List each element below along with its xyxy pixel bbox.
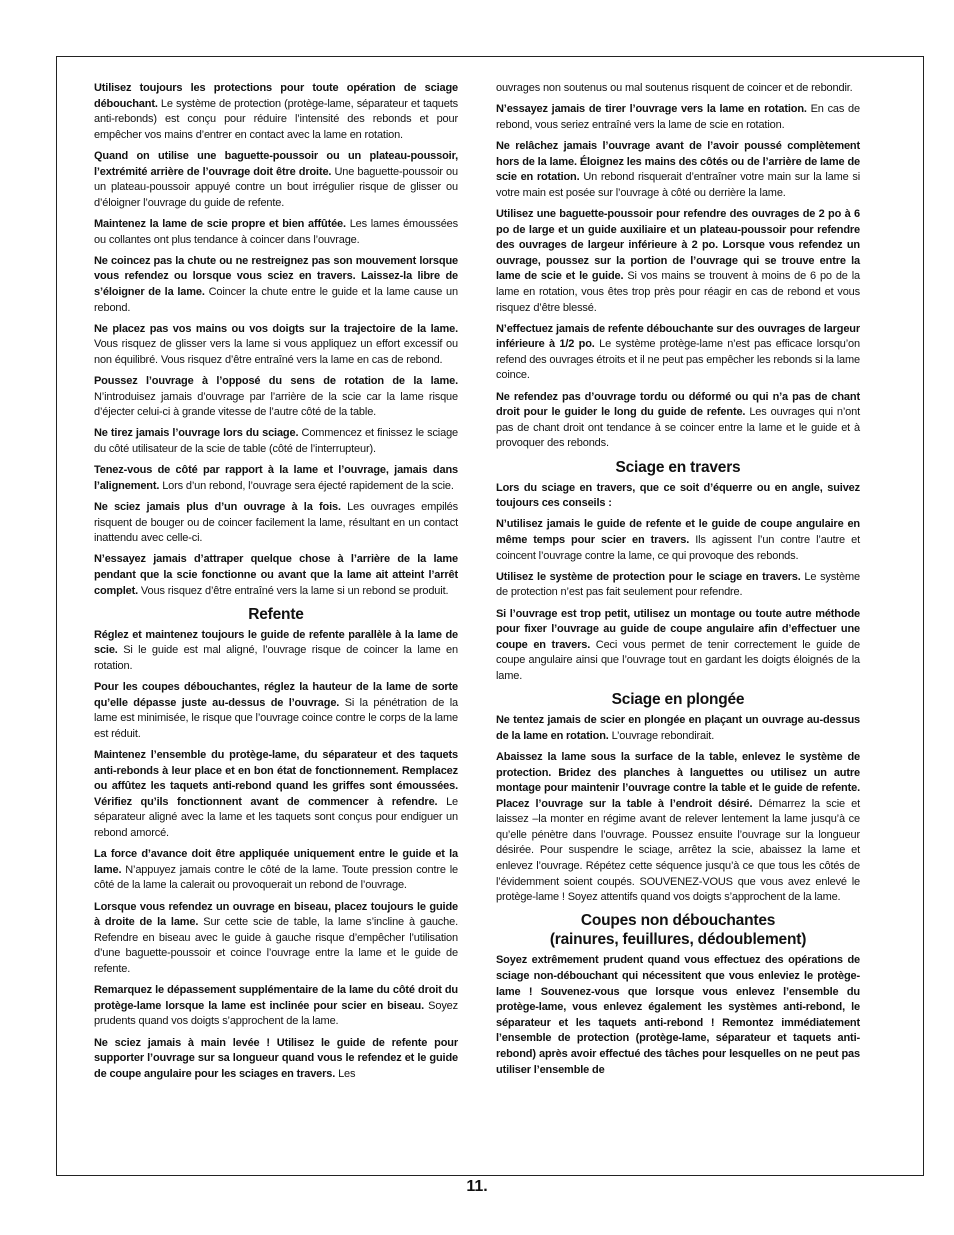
paragraph-lead: Ne placez pas vos mains ou vos doigts sur la trajectoire de la lame. — [94, 322, 458, 335]
paragraph — [94, 680, 458, 742]
section-heading-refente: Refente — [248, 605, 304, 623]
paragraph-body: Démarrez la scie et laissez –la monter en régime avant de relever lentement la lame jusqu’à ce qu’elle pénètre dans l’ouvrage. Poussez ensuite l’ouvrage sur la longueur désirée. Pour suspendre le sciage, arrêtez la scie, abaissez la lame et enlevez l’ouvrage. Répétez cette séquence jusqu’à ce que tous les côtés de l’évidemment soient coupés. SOUVENEZ-VOUS que vous avez enlevé le protège-lame ! Soyez attentifs quand vos doigts s’approchent de la lame. — [496, 797, 860, 904]
continued-paragraphs — [496, 81, 860, 452]
paragraph-body: Vous risquez de glisser vers la lame si vous appliquez un effort excessif ou non équilibré. Vous risquez d’être entraîné vers la lame en cas de rebond. — [94, 338, 458, 366]
left-column — [94, 81, 458, 1088]
paragraph — [94, 254, 458, 316]
paragraph-body: N’appuyez jamais contre le côté de la lame. Toute pression contre le côté de la lame la calerait ou provoquerait un rebond de l’ouvrage. — [94, 863, 458, 892]
paragraph-body: Soyez prudents quand vos doigts s’approchent de la lame. — [94, 999, 458, 1028]
paragraph — [496, 81, 860, 97]
paragraph-body: Si le guide est mal aligné, l’ouvrage risque de coincer la lame en rotation. — [94, 644, 458, 672]
paragraph — [496, 953, 860, 1078]
paragraph-body: Une baguette-poussoir ou un plateau-poussoir appuyé contre un bout irrégulier risque de glisser ou d’éloigner l’ouvrage du guide de refente. — [94, 165, 458, 209]
paragraph — [94, 628, 458, 675]
paragraph-body: Vous risquez d’être entraîné vers la lame si un rebond se produit. — [138, 584, 449, 597]
paragraph-lead: Soyez extrêmement prudent quand vous effectuez des opérations de sciage non-débouchant qui nécessitent que vous enleviez le protège-lame ! Souvenez-vous que lorsque vous enlevez l’ensemble du protège-lame, vous enlevez également les systèmes anti-rebond, le séparateur et les taquets anti-rebond ! Remontez immédiatement l’ensemble de protection (protège-lame, séparateur et taquets anti-rebond) après avoir effectué des tâches pour lesquelles on ne peut pas utiliser l’ensemble de — [496, 954, 860, 1076]
paragraph — [496, 713, 860, 744]
paragraph-lead: Utilisez le système de protection pour le sciage en travers. — [496, 570, 801, 583]
paragraph-lead: Ne refendez pas d’ouvrage tordu ou déformé ou qui n’a pas de chant droit pour le guider le long du guide de refente. — [496, 390, 860, 419]
paragraph-lead: Réglez et maintenez toujours le guide de refente parallèle à la lame de scie. — [94, 628, 458, 657]
paragraph-lead: Tenez-vous de côté par rapport à la lame et l’ouvrage, jamais dans l’alignement. — [94, 464, 458, 492]
travers-paragraphs — [496, 481, 860, 685]
paragraph-lead: Lors du sciage en travers, que ce soit d’équerre ou en angle, suivez toujours ces conseils : — [496, 481, 860, 510]
right-column — [496, 81, 860, 1084]
paragraph-body: Si vos mains se trouvent à moins de 6 po de la lame en rotation, vous êtes trop près pour réagir en cas de rebond et vous risquez d’être blessé. — [496, 270, 860, 314]
paragraph — [94, 217, 458, 248]
section-heading-sciage-en-travers: Sciage en travers — [615, 458, 741, 476]
paragraph — [496, 607, 860, 685]
paragraph — [496, 750, 860, 906]
heading-line-2: (rainures, feuillures, dédoublement) — [549, 931, 807, 949]
paragraph-body: Les ouvrages qui n’ont pas de chant droit ont tendance à se coincer entre la lame et le guide et à provoquer des rebonds. — [496, 406, 860, 450]
paragraph — [94, 149, 458, 211]
plongee-paragraphs — [496, 713, 860, 906]
paragraph-body: Ceci vous permet de tenir correctement le guide de coupe angulaire ainsi que l’ouvrage tout en gardant les doigts éloignés de la lame. — [496, 638, 860, 682]
section-heading-coupes-non-debouchantes — [496, 911, 860, 949]
paragraph-lead: Maintenez la lame de scie propre et bien affûtée. — [94, 217, 346, 230]
paragraph-body: Ils agissent l’un contre l’autre et coincent l’ouvrage contre la lame, ce qui provoque des rebonds. — [496, 534, 860, 562]
paragraph — [94, 900, 458, 978]
paragraph-body: Les ouvrages empilés risquent de bouger ou de coincer facilement la lame, résultant en un contact inattendu avec celle-ci. — [94, 501, 458, 545]
paragraph-body: Le système de protection n’est pas fait seulement pour refendre. — [496, 570, 860, 599]
paragraph-lead: N’essayez jamais de tirer l’ouvrage vers la lame en rotation. — [496, 103, 807, 116]
paragraph — [496, 207, 860, 316]
paragraph-lead: Ne sciez jamais à main levée ! Utilisez le guide de refente pour supporter l’ouvrage sur sa longueur quand vous le refendez et le guide de coupe angulaire pour les sciages en travers. — [94, 1036, 458, 1080]
paragraph-body: Coincer la chute entre le guide et la lame cause un rebond. — [94, 285, 458, 314]
refente-paragraphs — [94, 628, 458, 1083]
paragraph — [94, 81, 458, 143]
paragraph-body: Commencez et finissez le sciage du côté utilisateur de la scie de table (côté de l’interrupteur). — [94, 427, 459, 456]
paragraph — [496, 517, 860, 564]
paragraph — [94, 500, 458, 547]
paragraph-body: Les lames émoussées ou collantes ont plus tendance à coincer dans l’ouvrage. — [94, 217, 458, 246]
paragraph-lead: Ne relâchez jamais l’ouvrage avant de l’avoir poussé complètement hors de la lame. Éloignez les mains des côtés ou de l’arrière de lame de scie en rotation. — [496, 139, 860, 184]
paragraph-lead: Utilisez une baguette-poussoir pour refendre des ouvrages de 2 po à 6 po de large et un guide auxiliaire et un plateau-poussoir pour refendre des ouvrages de largeur inférieure à 2 po. Lorsque vous refendez un ouvrage, poussez sur la portion de l’ouvrage qui se trouve entre la lame de scie et le guide. — [496, 207, 860, 283]
paragraph-lead: Ne coincez pas la chute ou ne restreignez pas son mouvement lorsque vous refendez ou lorsque vous sciez en travers. Laissez-la libre de s’éloigner de la lame. — [94, 254, 458, 298]
paragraph-lead: Ne sciez jamais plus d’un ouvrage à la fois. — [94, 501, 341, 513]
paragraph — [94, 983, 458, 1030]
paragraph-body: N’introduisez jamais d’ouvrage par l’arrière de la scie car la lame risque d’éjecter celui-ci à grande vitesse de l’autre côté de la table. — [94, 390, 458, 419]
paragraph-lead: Quand on utilise une baguette-poussoir ou un plateau-poussoir, l’extrémité arrière de l’ouvrage doit être droite. — [94, 149, 458, 178]
paragraph-body: Le séparateur aligné avec la lame et les taquets sont conçus pour endiguer un rebond amorcé. — [94, 795, 458, 840]
paragraph-body: Le système de protection (protège-lame, séparateur et taquets anti-rebonds) est conçu pour réduire l’intensité des rebonds et pour empêcher vos mains d’entrer en contact avec la lame en rotation. — [94, 97, 458, 141]
paragraph-lead: N’essayez jamais d’attraper quelque chose à l’arrière de la lame pendant que la scie fonctionne ou avant que la lame ait atteint l’arrêt complet. — [94, 553, 458, 597]
paragraph-lead: Ne tentez jamais de scier en plongée en plaçant un ouvrage au-dessus de la lame en rotation. — [496, 714, 860, 742]
paragraph-body: Le système protège-lame n’est pas efficace lorsqu’on refend des ouvrages étroits et il ne peut pas empêcher les rebonds si la lame coince. — [496, 338, 860, 382]
paragraph — [496, 139, 860, 201]
paragraph-lead: Utilisez toujours les protections pour toute opération de sciage débouchant. — [94, 82, 458, 110]
paragraph-lead: N’effectuez jamais de refente débouchante sur des ouvrages de largeur inférieure à 1/2 po. — [496, 322, 860, 351]
paragraph-body: Lors d’un rebond, l’ouvrage sera éjecté rapidement de la scie. — [159, 479, 454, 492]
paragraph — [94, 847, 458, 894]
paragraph — [94, 1036, 458, 1083]
paragraph-lead: Poussez l’ouvrage à l’opposé du sens de rotation de la lame. — [94, 375, 458, 388]
page-frame — [56, 56, 924, 1176]
paragraph-lead: Maintenez l’ensemble du protège-lame, du séparateur et des taquets anti-rebonds à leur place et en bon état de fonctionnement. Remplacez ou affûtez les taquets anti-rebond quand les griffes sont émoussées. Vérifiez qu’ils fonctionnent avant de commencer à refendre. — [94, 749, 458, 808]
paragraph — [94, 322, 458, 369]
safety-paragraphs — [94, 81, 458, 599]
paragraph-body: Si la pénétration de la lame est minimisée, le risque que l’ouvrage coince contre le corps de la lame est réduit. — [94, 696, 458, 740]
paragraph-body: Sur cette scie de table, la lame s’incline à gauche. Refendre en biseau avec le guide à gauche risque d’empêcher l’utilisation d’une baguette-poussoir et coince l’ouvrage entre la lame et le guide de refente. — [94, 916, 458, 975]
paragraph — [496, 322, 860, 384]
page-number: 11. — [466, 1178, 488, 1195]
section-heading-sciage-en-plongee: Sciage en plongée — [611, 691, 745, 709]
paragraph — [496, 570, 860, 601]
paragraph-lead: Pour les coupes débouchantes, réglez la hauteur de la lame de sorte qu’elle dépasse juste au-dessus de l’ouvrage. — [94, 681, 458, 709]
paragraph — [94, 426, 458, 457]
paragraph-lead: N’utilisez jamais le guide de refente et le guide de coupe angulaire en même temps pour scier en travers. — [496, 518, 860, 546]
coupes-paragraphs — [496, 953, 860, 1078]
paragraph-body: ouvrages non soutenus ou mal soutenus risquent de coincer et de rebondir. — [496, 82, 853, 94]
paragraph-lead: Si l’ouvrage est trop petit, utilisez un montage ou toute autre méthode pour fixer l’ouvrage au guide de coupe angulaire afin d’effectuer une coupe en travers. — [496, 607, 860, 651]
heading-line-1: Coupes non débouchantes — [580, 912, 776, 930]
paragraph-body: L’ouvrage rebondirait. — [608, 729, 715, 742]
paragraph-body: Un rebond risquerait d’entraîner votre main sur la lame si votre main est posée sur l’ouvrage à côté ou derrière la lame. — [496, 171, 860, 199]
paragraph-body: En cas de rebond, vous seriez entraîné vers la lame de scie en rotation. — [496, 103, 860, 131]
paragraph — [94, 748, 458, 842]
paragraph-body: Les — [335, 1067, 356, 1080]
paragraph-lead: La force d’avance doit être appliquée uniquement entre le guide et la lame. — [94, 848, 458, 876]
paragraph-lead: Abaissez la lame sous la surface de la table, enlevez le système de protection. Bridez des planches à languettes ou utilisez un autre montage pour maintenir l’ouvrage contre la table et le guide de refente. Placez l’ouvrage sur la table à l’endroit désiré. — [496, 750, 860, 810]
paragraph — [94, 552, 458, 599]
paragraph-lead: Ne tirez jamais l’ouvrage lors du sciage. — [94, 427, 299, 440]
paragraph — [94, 374, 458, 421]
paragraph — [496, 390, 860, 452]
paragraph — [496, 102, 860, 133]
paragraph — [496, 481, 860, 512]
paragraph — [94, 463, 458, 494]
paragraph-lead: Lorsque vous refendez un ouvrage en biseau, placez toujours le guide à droite de la lame. — [94, 900, 458, 929]
paragraph-lead: Remarquez le dépassement supplémentaire de la lame du côté droit du protège-lame lorsque la lame est inclinée pour scier en biseau. — [94, 984, 458, 1012]
